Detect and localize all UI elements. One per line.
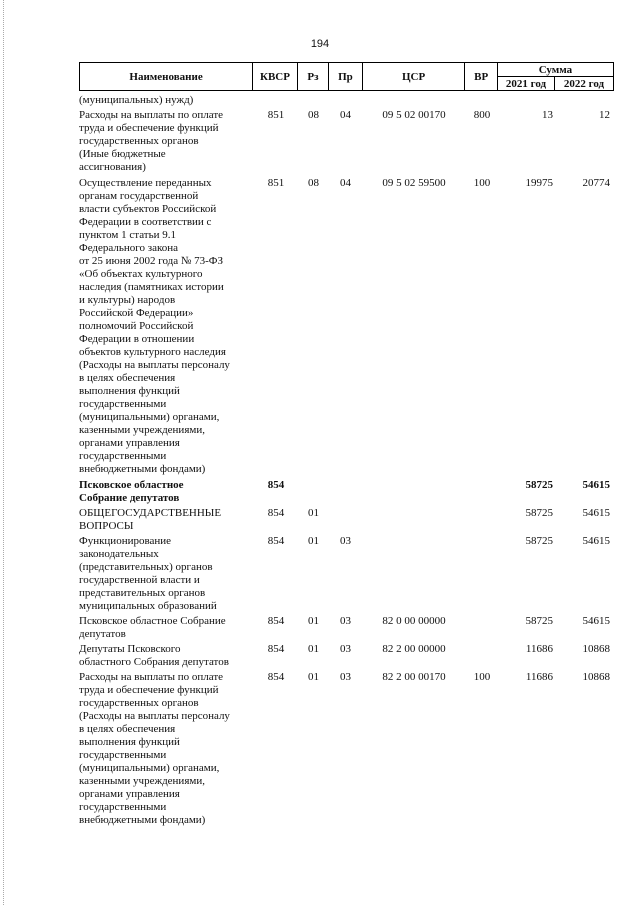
row-sum-2022 bbox=[555, 94, 614, 107]
row-name: Псковское областное Собрание депутатов bbox=[79, 615, 226, 640]
row-vr bbox=[466, 615, 498, 641]
row-rz bbox=[298, 479, 329, 505]
row-rz: 08 bbox=[308, 177, 319, 189]
table-row bbox=[79, 507, 614, 533]
row-kvsr: 854 bbox=[267, 671, 285, 683]
header-pr: Пр bbox=[329, 63, 362, 91]
row-kvsr bbox=[254, 94, 298, 107]
row-vr bbox=[466, 535, 498, 613]
header-csr: ЦСР bbox=[362, 63, 465, 91]
page-edge-line bbox=[3, 0, 4, 905]
table-row bbox=[79, 671, 614, 827]
row-sum-2022: 54615 bbox=[582, 535, 610, 547]
row-vr: 100 bbox=[473, 177, 491, 189]
row-sum-2021: 11686 bbox=[525, 671, 553, 683]
row-pr bbox=[329, 479, 362, 505]
row-rz: 08 bbox=[308, 109, 319, 121]
row-sum-2021: 58725 bbox=[525, 507, 553, 519]
row-csr: 82 2 00 00000 bbox=[382, 643, 446, 655]
header-2022: 2022 год bbox=[554, 77, 613, 91]
row-csr: 09 5 02 59500 bbox=[382, 177, 446, 189]
row-sum-2022: 54615 bbox=[582, 615, 610, 627]
row-sum-2022: 54615 bbox=[582, 479, 610, 491]
row-sum-2021: 11686 bbox=[525, 643, 553, 655]
row-csr: 82 0 00 00000 bbox=[382, 615, 446, 627]
row-kvsr: 851 bbox=[267, 177, 285, 189]
row-sum-2022: 10868 bbox=[582, 671, 610, 683]
table-header bbox=[79, 62, 614, 91]
table-row bbox=[79, 535, 614, 613]
row-pr: 03 bbox=[340, 671, 351, 683]
row-rz bbox=[298, 94, 329, 107]
header-sum: Сумма bbox=[497, 63, 613, 77]
row-sum-2021: 19975 bbox=[525, 177, 553, 189]
row-name: Функционирование законодательных (представительных) органов государственной власти и представительных органов муниципальных образований bbox=[79, 535, 217, 612]
row-csr bbox=[362, 479, 466, 505]
row-sum-2021: 58725 bbox=[525, 615, 553, 627]
row-kvsr: 854 bbox=[267, 479, 285, 491]
row-pr: 03 bbox=[340, 643, 351, 655]
row-pr: 04 bbox=[340, 109, 351, 121]
row-sum-2022: 54615 bbox=[582, 507, 610, 519]
row-csr bbox=[362, 94, 466, 107]
row-sum-2021: 58725 bbox=[525, 479, 553, 491]
row-kvsr: 854 bbox=[267, 643, 285, 655]
table-row bbox=[79, 615, 614, 641]
table-row bbox=[79, 177, 614, 476]
row-name: Расходы на выплаты по оплате труда и обеспечение функций государственных органов (Иные бюджетные ассигнования) bbox=[79, 109, 224, 173]
row-rz: 01 bbox=[308, 615, 319, 627]
header-name: Наименование bbox=[80, 63, 253, 91]
row-sum-2021 bbox=[498, 94, 555, 107]
row-pr: 03 bbox=[340, 615, 351, 627]
row-sum-2022: 10868 bbox=[582, 643, 610, 655]
row-sum-2022: 12 bbox=[599, 109, 610, 121]
row-vr: 100 bbox=[473, 671, 491, 683]
row-name: (муниципальных) нужд) bbox=[79, 94, 194, 106]
row-vr bbox=[466, 94, 498, 107]
row-vr bbox=[466, 507, 498, 533]
row-pr: 03 bbox=[340, 535, 351, 547]
row-vr bbox=[466, 643, 498, 669]
row-name: ОБЩЕГОСУДАРСТВЕННЫЕ ВОПРОСЫ bbox=[79, 507, 222, 532]
row-csr: 09 5 02 00170 bbox=[382, 109, 446, 121]
row-kvsr: 854 bbox=[267, 535, 285, 547]
header-2021: 2021 год bbox=[497, 77, 554, 91]
row-rz: 01 bbox=[308, 643, 319, 655]
table-row bbox=[79, 109, 614, 174]
row-csr: 82 2 00 00170 bbox=[382, 671, 446, 683]
row-kvsr: 854 bbox=[267, 507, 285, 519]
row-rz: 01 bbox=[308, 507, 319, 519]
row-rz: 01 bbox=[308, 671, 319, 683]
row-pr bbox=[329, 507, 362, 533]
row-name: Псковское областное Собрание депутатов bbox=[79, 479, 184, 504]
row-vr: 800 bbox=[473, 109, 491, 121]
row-kvsr: 854 bbox=[267, 615, 285, 627]
table-row bbox=[79, 643, 614, 669]
row-sum-2021: 13 bbox=[542, 109, 553, 121]
header-vr: ВР bbox=[465, 63, 498, 91]
row-rz: 01 bbox=[308, 535, 319, 547]
table-body bbox=[79, 94, 614, 827]
row-pr bbox=[329, 94, 362, 107]
header-rz: Рз bbox=[297, 63, 328, 91]
row-vr bbox=[466, 479, 498, 505]
row-kvsr: 851 bbox=[267, 109, 285, 121]
row-csr bbox=[362, 507, 466, 533]
header-kvsr: КВСР bbox=[253, 63, 298, 91]
row-name: Расходы на выплаты по оплате труда и обеспечение функций государственных органов (Расходы на выплаты персоналу в целях обеспечения выполнения функций государственными (муниципальными) органами, казенными учреждениями, органами управления государственными внебюджетными фондами) bbox=[79, 671, 230, 826]
row-sum-2022: 20774 bbox=[582, 177, 610, 189]
row-csr bbox=[362, 535, 466, 613]
page-number: 194 bbox=[310, 38, 330, 50]
table-row bbox=[79, 94, 614, 107]
table-row bbox=[79, 479, 614, 505]
row-pr: 04 bbox=[340, 177, 351, 189]
row-sum-2021: 58725 bbox=[525, 535, 553, 547]
row-name: Депутаты Псковского областного Собрания депутатов bbox=[79, 643, 229, 668]
row-name: Осуществление переданных органам государственной власти субъектов Российской Федерации в соответствии с пунктом 1 статьи 9.1 Федерального закона от 25 июня 2002 года № 73-ФЗ «Об объектах культурного наследия (памятниках истории и культуры) народов Российской Федерации» полномочий Российской Федерации в отношении объектов культурного наследия (Расходы на выплаты персоналу в целях обеспечения выполнения функций государственными (муниципальными) органами, казенными учреждениями, органами управления государственными внебюджетными фондами) bbox=[79, 177, 230, 475]
